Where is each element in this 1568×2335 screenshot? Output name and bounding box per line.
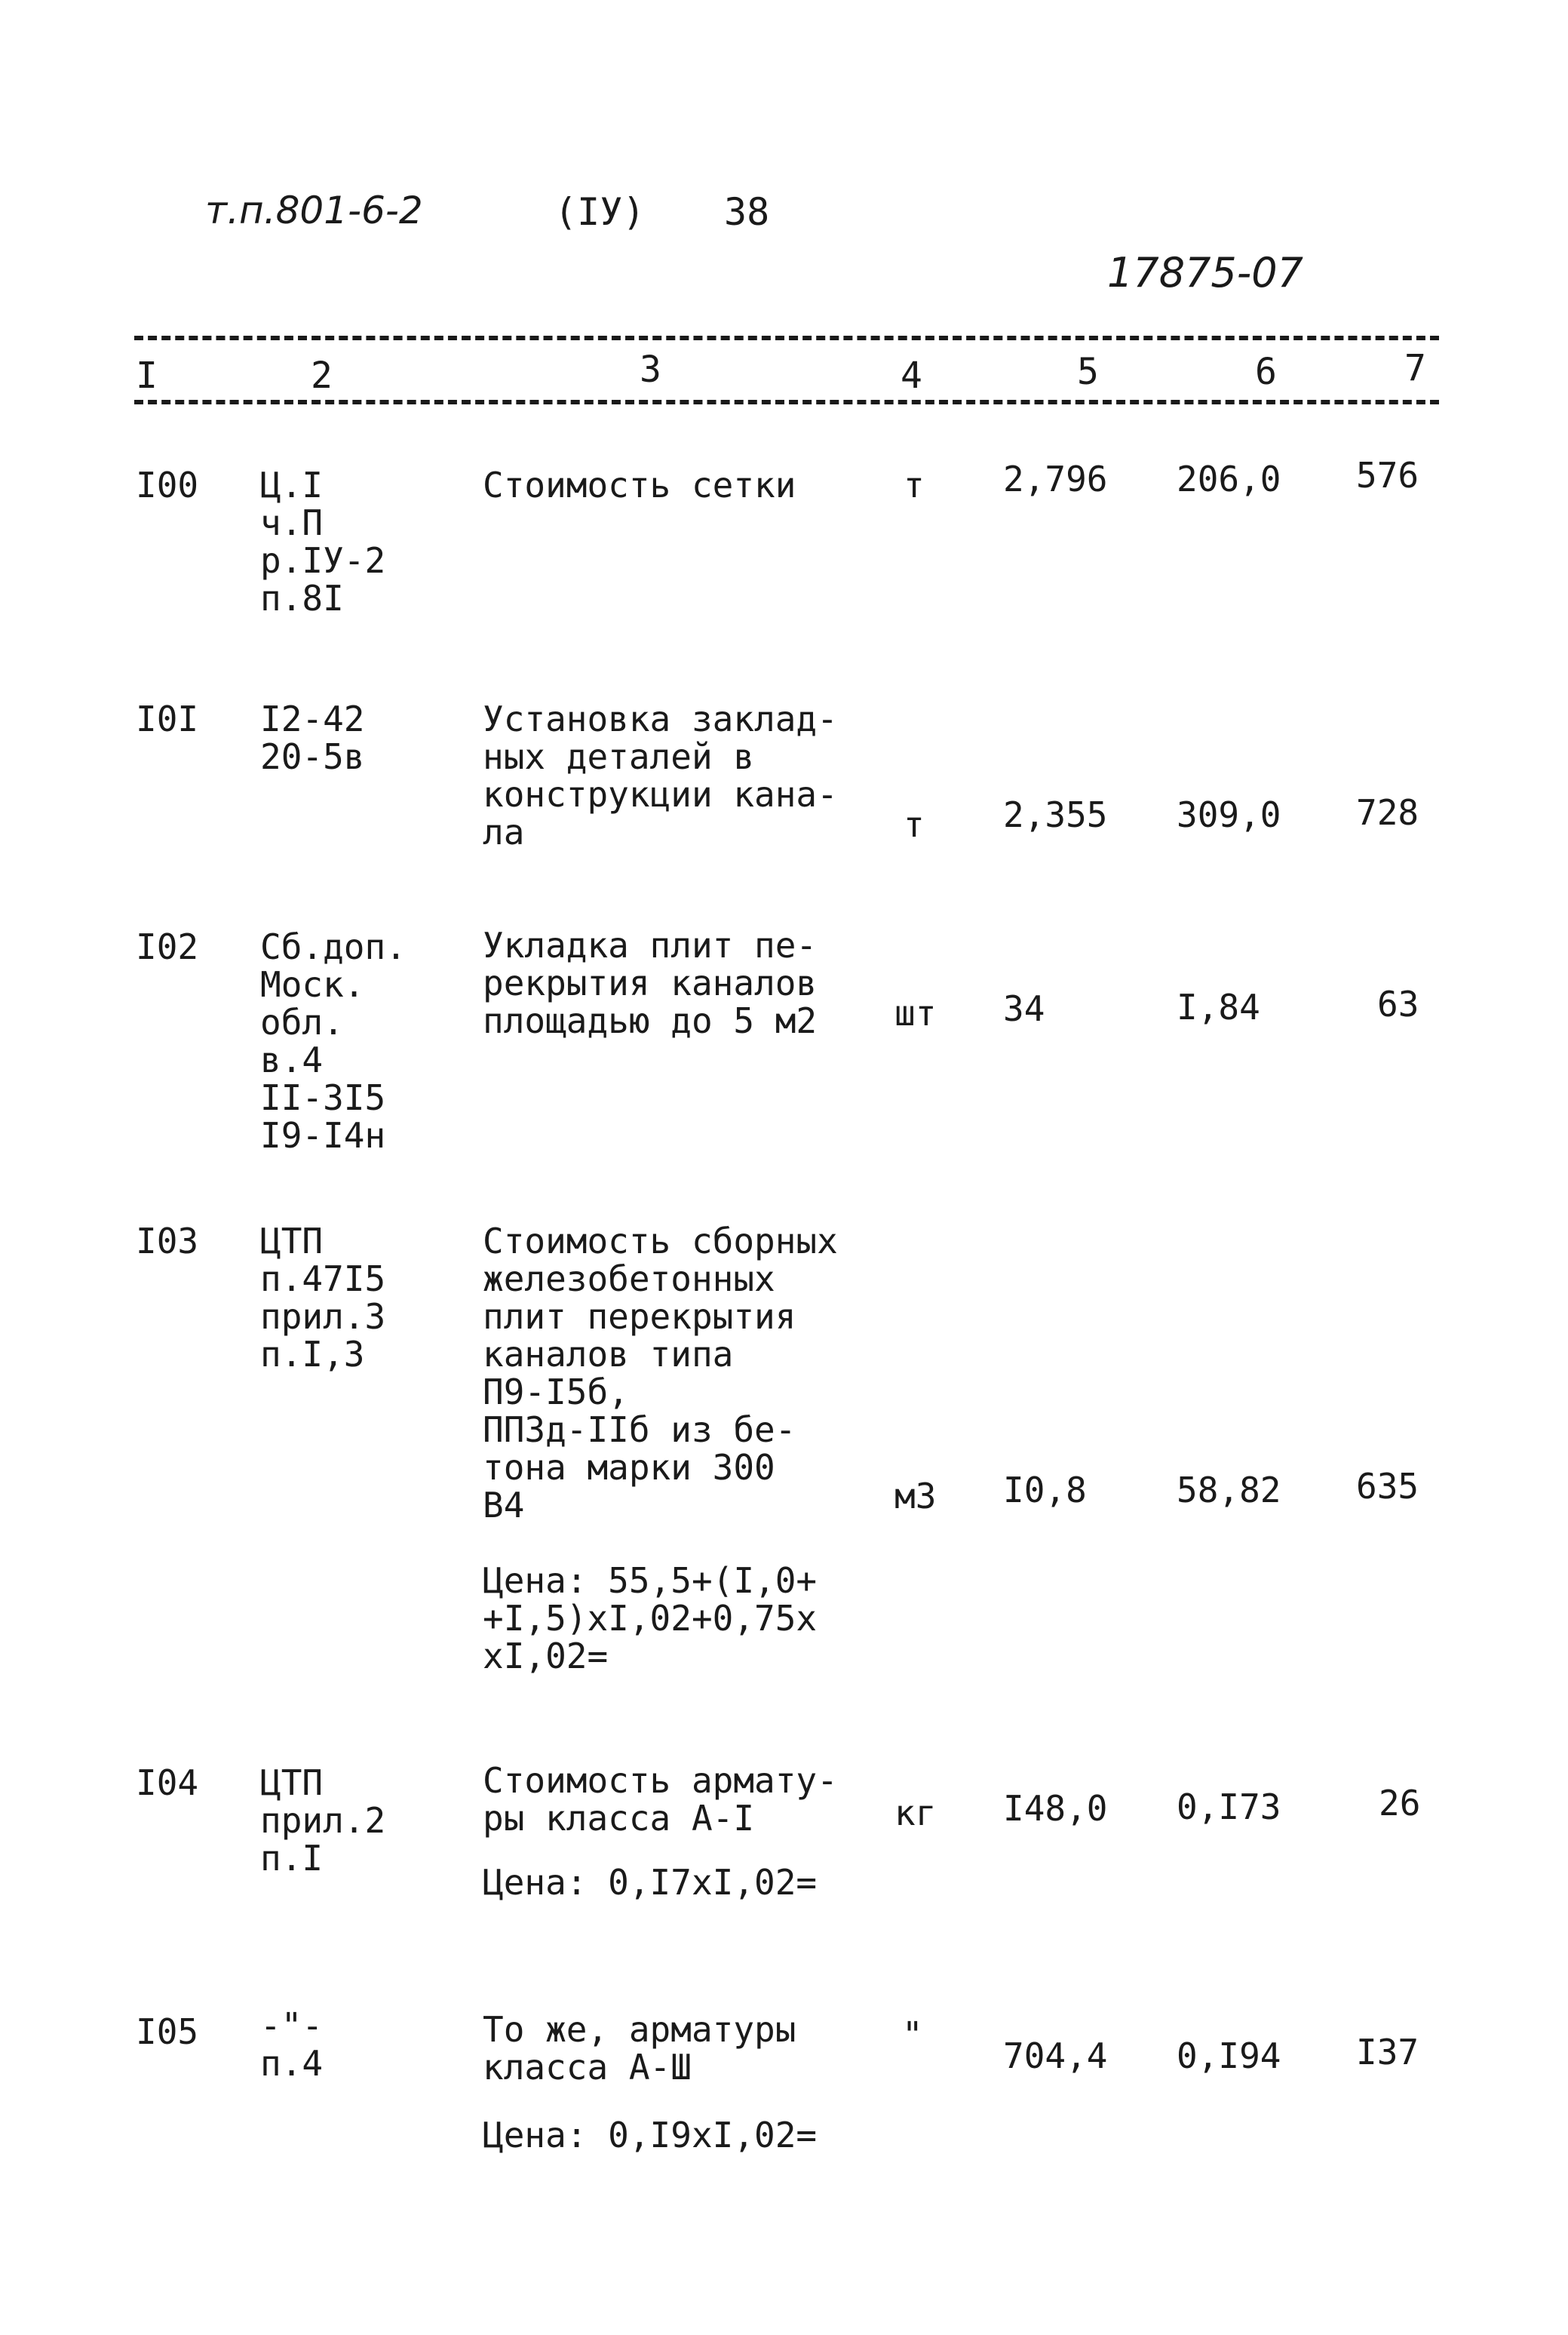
row-number: I00 [136, 465, 199, 505]
row-price-formula: Цена: 0,I9xI,02= [483, 2115, 818, 2155]
column-header-7: 7 [1404, 347, 1426, 389]
row-price: 0,I94 [1177, 2035, 1281, 2076]
row-number: I05 [136, 2011, 199, 2052]
row-description: Установка заклад- ных деталей в конструкции кана- ла [483, 699, 838, 853]
row-description: Укладка плит пе- рекрытия каналов площадью до 5 м2 [483, 925, 818, 1041]
row-unit: " [902, 2014, 923, 2055]
row-total: 728 [1356, 792, 1419, 833]
row-description: Стоимость сетки [483, 465, 796, 505]
column-header-3: 3 [640, 349, 661, 391]
row-quantity: 704,4 [1003, 2035, 1108, 2076]
page-number: 38 [724, 190, 770, 234]
row-quantity: I0,8 [1003, 1470, 1087, 1510]
document-code: т.п.801-6-2 [205, 189, 423, 232]
row-unit: т [904, 804, 925, 845]
row-total: 26 [1379, 1783, 1421, 1823]
row-number: I03 [136, 1221, 199, 1261]
row-unit: шт [894, 993, 937, 1034]
row-reference: ЦТП п.47I5 прил.3 п.I,3 [260, 1221, 386, 1375]
row-description: То же, арматуры класса А-Ш [483, 2009, 796, 2088]
row-number: I02 [136, 926, 199, 967]
row-unit: м3 [894, 1476, 937, 1516]
row-price-formula: Цена: 55,5+(I,0+ +I,5)xI,02+0,75x xI,02= [483, 1560, 818, 1676]
row-total: 63 [1377, 984, 1419, 1025]
header-bottom-rule [134, 400, 1439, 404]
row-price: 309,0 [1177, 794, 1281, 835]
row-unit: кг [894, 1793, 937, 1833]
row-number: I04 [136, 1762, 199, 1803]
row-unit: т [904, 465, 925, 505]
row-total: 576 [1356, 455, 1419, 496]
row-price: 58,82 [1177, 1470, 1281, 1510]
column-header-4: 4 [901, 355, 922, 397]
row-price: 206,0 [1177, 459, 1281, 499]
row-description: Стоимость армату- ры класса А-I [483, 1760, 838, 1839]
row-price: 0,I73 [1177, 1787, 1281, 1827]
row-reference: ЦТП прил.2 п.I [260, 1762, 386, 1879]
row-reference: Сб.доп. Моск. обл. в.4 II-3I5 I9-I4н [260, 926, 407, 1156]
column-header-5: 5 [1077, 351, 1099, 393]
volume-label: (IУ) [554, 190, 646, 234]
header-top-rule [134, 336, 1439, 340]
row-reference: -"- п.4 [260, 2005, 324, 2084]
column-header-6: 6 [1255, 351, 1277, 393]
row-number: I0I [136, 699, 199, 739]
row-quantity: 34 [1003, 988, 1045, 1029]
row-total: 635 [1356, 1466, 1419, 1507]
row-reference: I2-42 20-5в [260, 699, 365, 777]
column-header-2: 2 [311, 355, 333, 397]
row-price-formula: Цена: 0,I7xI,02= [483, 1862, 818, 1903]
row-quantity: 2,355 [1003, 794, 1108, 835]
row-total: I37 [1356, 2032, 1419, 2072]
row-quantity: I48,0 [1003, 1788, 1108, 1829]
column-header-1: I [136, 355, 158, 397]
row-price: I,84 [1177, 987, 1260, 1028]
row-quantity: 2,796 [1003, 459, 1108, 499]
row-description: Стоимость сборных железобетонных плит перекрытия каналов типа П9-I5б, ПП3д-IIб из бе- тона марки 300 В4 [483, 1221, 838, 1525]
document-number: 17875-07 [1107, 249, 1303, 296]
row-reference: Ц.I ч.П р.IУ-2 п.8I [260, 465, 386, 619]
